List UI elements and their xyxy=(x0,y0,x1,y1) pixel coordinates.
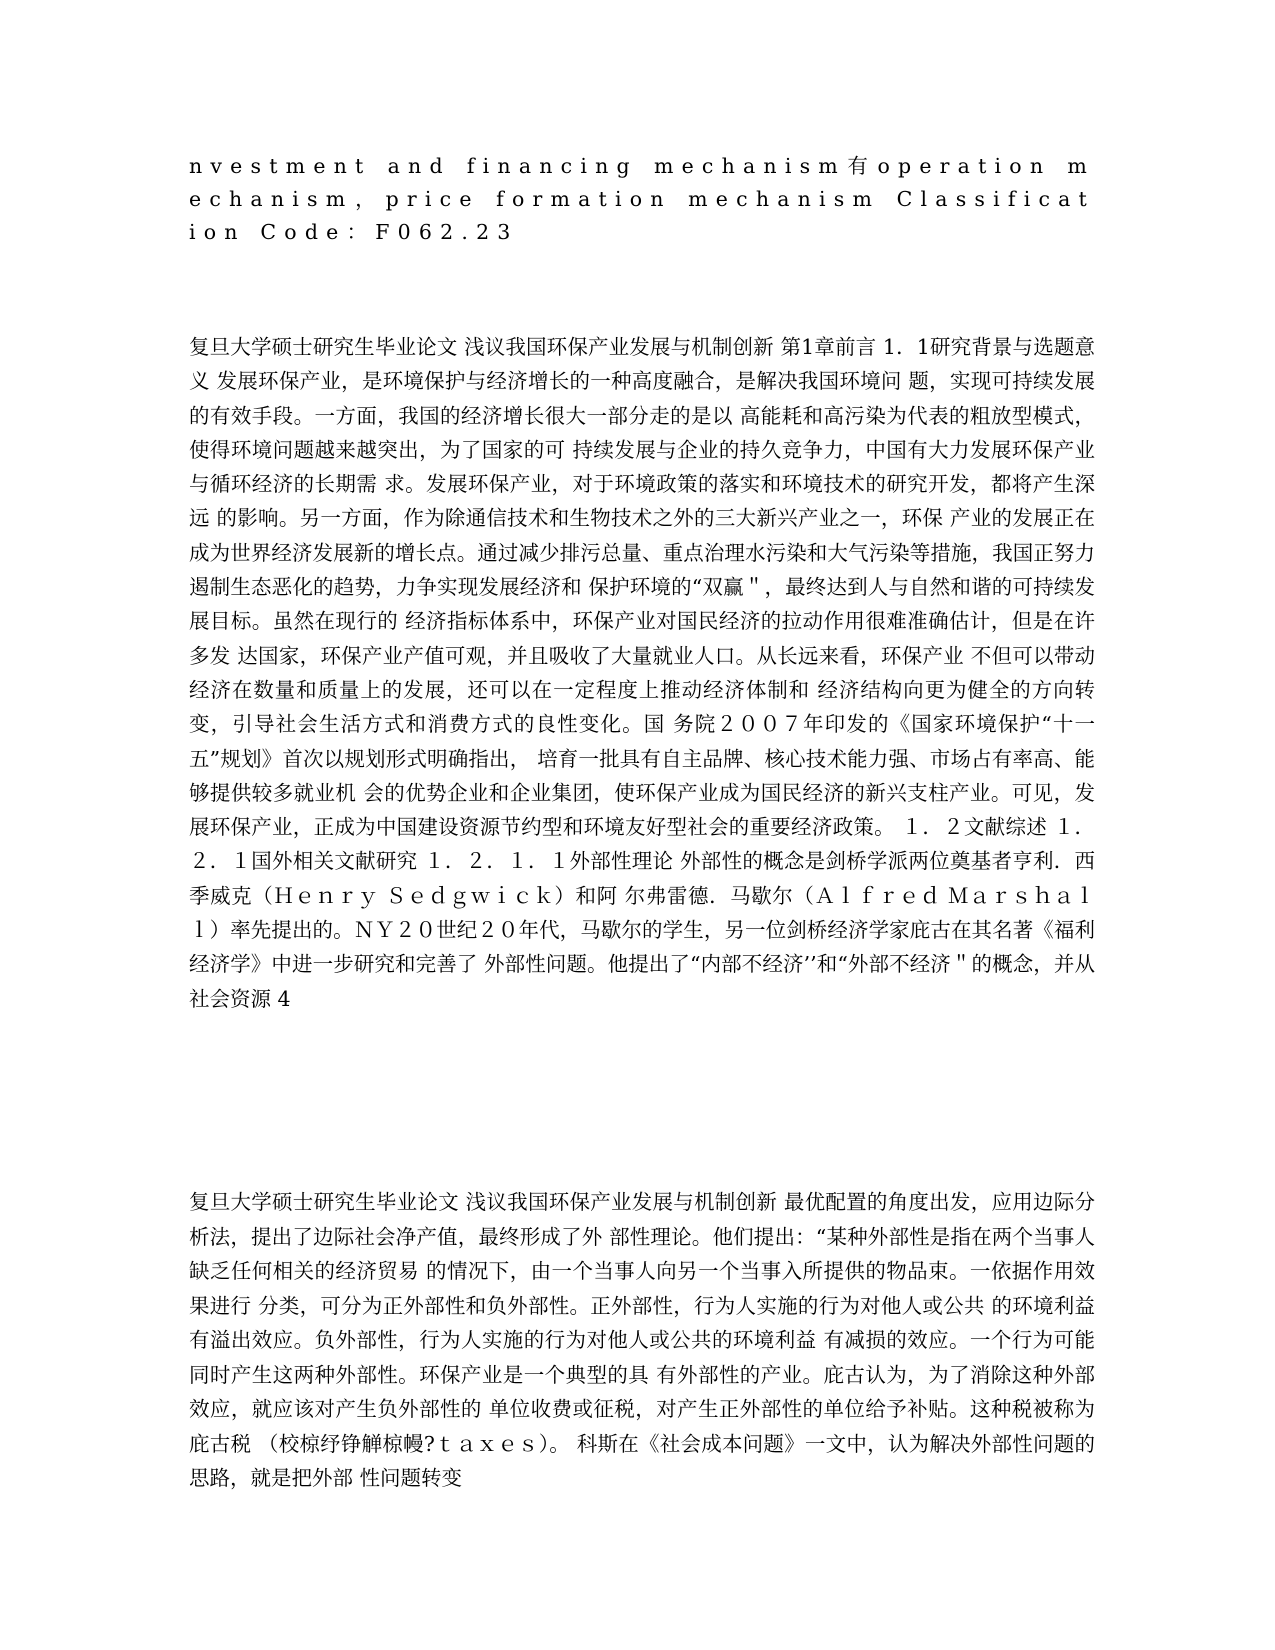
body-paragraph: 复旦大学硕士研究生毕业论文 浅议我国环保产业发展与机制创新 最优配置的角度出发，应用边际分析法，提出了边际社会净产值，最终形成了外 部性理论。他们提出：“某种外部性是指在两个当事人缺乏任何相关的经济贸易 的情况下，由一个当事人向另一个当事入所提供的物品束。一依据作用效果进行 分类，可分为正外部性和负外部性。正外部性，行为人实施的行为对他人或公共 的环境利益有溢出效应。负外部性，行为人实施的行为对他人或公共的环境利益 有减损的效应。一个行为可能同时产生这两种外部性。环保产业是一个典型的具 有外部性的产业。庇古认为，为了消除这种外部效应，就应该对产生负外部性的 单位收费或征税，对产生正外部性的单位给予补贴。这种税被称为庇古税 （校椋纾铮觯椋幔?ｔａｘｅｓ）。 科斯在《社会成本问题》一文中，认为解决外部性问题的思路，就是把外部 性问题转变 xyxy=(189,1190,1095,1490)
abstract-keywords-text: nvestment and financing mechanism有operation mechanism，price formation mechanism Classification Code：F062.23 xyxy=(189,154,1095,244)
body-paragraph: 复旦大学硕士研究生毕业论文 浅议我国环保产业发展与机制创新 第1章前言 1．1研究背景与选题意义 发展环保产业，是环境保护与经济增长的一种高度融合，是解决我国环境问 题，实现可持续发展的有效手段。一方面，我国的经济增长很大一部分走的是以 高能耗和高污染为代表的粗放型模式，使得环境问题越来越突出，为了国家的可 持续发展与企业的持久竞争力，中国有大力发展环保产业与循环经济的长期需 求。发展环保产业，对于环境政策的落实和环境技术的研究开发，都将产生深远 的影响。另一方面，作为除通信技术和生物技术之外的三大新兴产业之一，环保 产业的发展正在成为世界经济发展新的增长点。通过减少排污总量、重点治理水污染和大气污染等措施，我国正努力遏制生态恶化的趋势，力争实现发展经济和 保护环境的“双赢＂，最终达到人与自然和谐的可持续发展目标。虽然在现行的 经济指标体系中，环保产业对国民经济的拉动作用很难准确估计，但是在许多发 达国家，环保产业产值可观，并且吸收了大量就业人口。从长远来看，环保产业 不但可以带动经济在数量和质量上的发展，还可以在一定程度上推动经济体制和 经济结构向更为健全的方向转变，引导社会生活方式和消费方式的良性变化。国 务院２００７年印发的《国家环境保护“十一五”规划》首次以规划形式明确指出， 培育一批具有自主品牌、核心技术能力强、市场占有率高、能够提供较多就业机 会的优势企业和企业集团，使环保产业成为国民经济的新兴支柱产业。可见，发 展环保产业，正成为中国建设资源节约型和环境友好型社会的重要经济政策。 １．２文献综述 １．２．１国外相关文献研究 １．２．１．１外部性理论 外部性的概念是剑桥学派两位奠基者亨利．西季威克（Ｈｅｎｒｙ Ｓｅｄｇｗｉｃｋ）和阿 尔弗雷德．马歇尔（Ａｌｆｒｅｄ Ｍａｒｓｈａｌｌ）率先提出的。ＮＹ２０世纪２０年代，马歇尔的学生，另一位剑桥经济学家庇古在其名著《福利经济学》中进一步研究和完善了 外部性问题。他提出了“内部不经济’’和“外部不经济＂的概念，并从社会资源 4 xyxy=(189,335,1095,1011)
